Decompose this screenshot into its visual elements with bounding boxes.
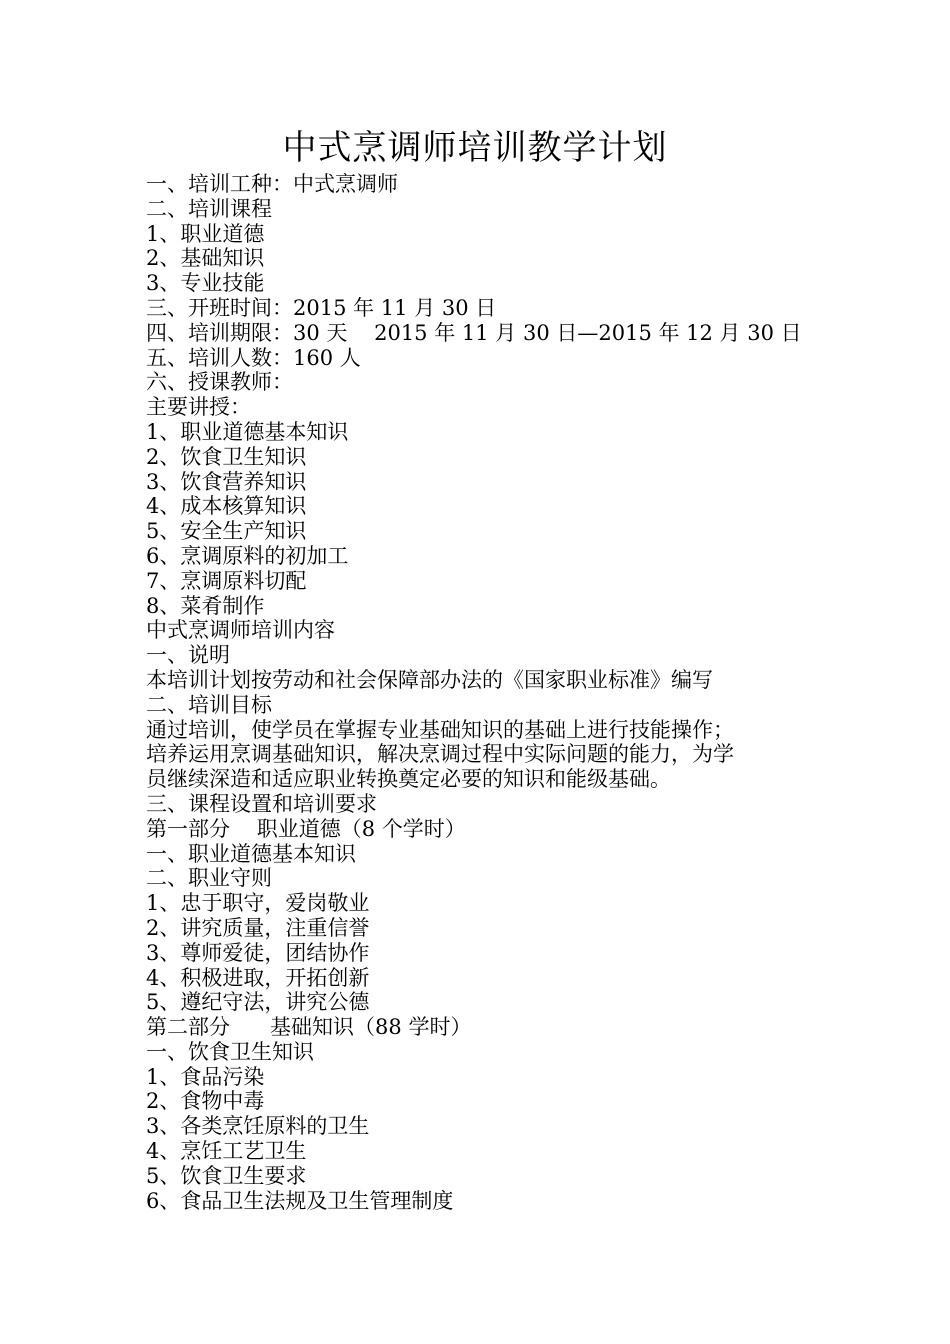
text-line: 二、培训课程	[146, 196, 272, 221]
text-line: 5、安全生产知识	[146, 519, 307, 544]
text-line: 1、忠于职守，爱岗敬业	[146, 891, 370, 916]
text-line: 2、食物中毒	[146, 1089, 265, 1114]
text-line: 三、开班时间：2015 年 11 月 30 日	[146, 295, 497, 320]
text-line: 2、饮食卫生知识	[146, 444, 307, 469]
text-line: 员继续深造和适应职业转换奠定必要的知识和能级基础。	[146, 767, 671, 792]
text-line: 3、饮食营养知识	[146, 469, 307, 494]
text-line: 2、讲究质量，注重信誉	[146, 915, 370, 940]
text-line: 六、授课教师：	[146, 370, 293, 395]
text-line: 五、培训人数：160 人	[146, 345, 361, 370]
text-line: 4、积极进取，开拓创新	[146, 965, 370, 990]
text-line: 2、基础知识	[146, 246, 265, 271]
document-title: 中式烹调师培训教学计划	[282, 128, 668, 168]
text-line: 1、职业道德基本知识	[146, 419, 349, 444]
text-line: 1、食品污染	[146, 1064, 265, 1089]
text-line: 第二部分 基础知识（88 学时）	[146, 1015, 472, 1040]
text-line: 二、培训目标	[146, 692, 272, 717]
text-line: 主要讲授：	[146, 395, 251, 420]
text-line: 四、培训期限：30 天 2015 年 11 月 30 日—2015 年 12 月 30 日	[146, 320, 802, 345]
text-line: 通过培训，使学员在掌握专业基础知识的基础上进行技能操作；	[146, 717, 734, 742]
text-line: 6、食品卫生法规及卫生管理制度	[146, 1188, 454, 1213]
text-line: 3、专业技能	[146, 271, 265, 296]
document-body	[146, 172, 826, 1213]
text-line: 3、尊师爱徒，团结协作	[146, 940, 370, 965]
text-line: 4、烹饪工艺卫生	[146, 1139, 307, 1164]
text-line: 中式烹调师培训内容	[146, 618, 335, 643]
text-line: 一、培训工种：中式烹调师	[146, 172, 398, 196]
text-line: 3、各类烹饪原料的卫生	[146, 1114, 370, 1139]
text-line: 6、烹调原料的初加工	[146, 543, 349, 568]
text-line: 第一部分 职业道德（8 个学时）	[146, 816, 466, 841]
text-line: 4、成本核算知识	[146, 494, 307, 519]
text-line: 本培训计划按劳动和社会保障部办法的《国家职业标准》编写	[146, 667, 713, 692]
text-line: 一、职业道德基本知识	[146, 841, 356, 866]
text-line: 一、说明	[146, 643, 230, 668]
text-line: 一、饮食卫生知识	[146, 1039, 314, 1064]
text-line: 三、课程设置和培训要求	[146, 791, 377, 816]
text-line: 培养运用烹调基础知识，解决烹调过程中实际问题的能力，为学	[146, 742, 734, 767]
text-line: 8、菜肴制作	[146, 593, 265, 618]
text-line: 5、饮食卫生要求	[146, 1163, 307, 1188]
text-line: 7、烹调原料切配	[146, 568, 307, 593]
text-line: 5、遵纪守法，讲究公德	[146, 990, 370, 1015]
text-line: 二、职业守则	[146, 866, 272, 891]
text-line: 1、职业道德	[146, 221, 265, 246]
